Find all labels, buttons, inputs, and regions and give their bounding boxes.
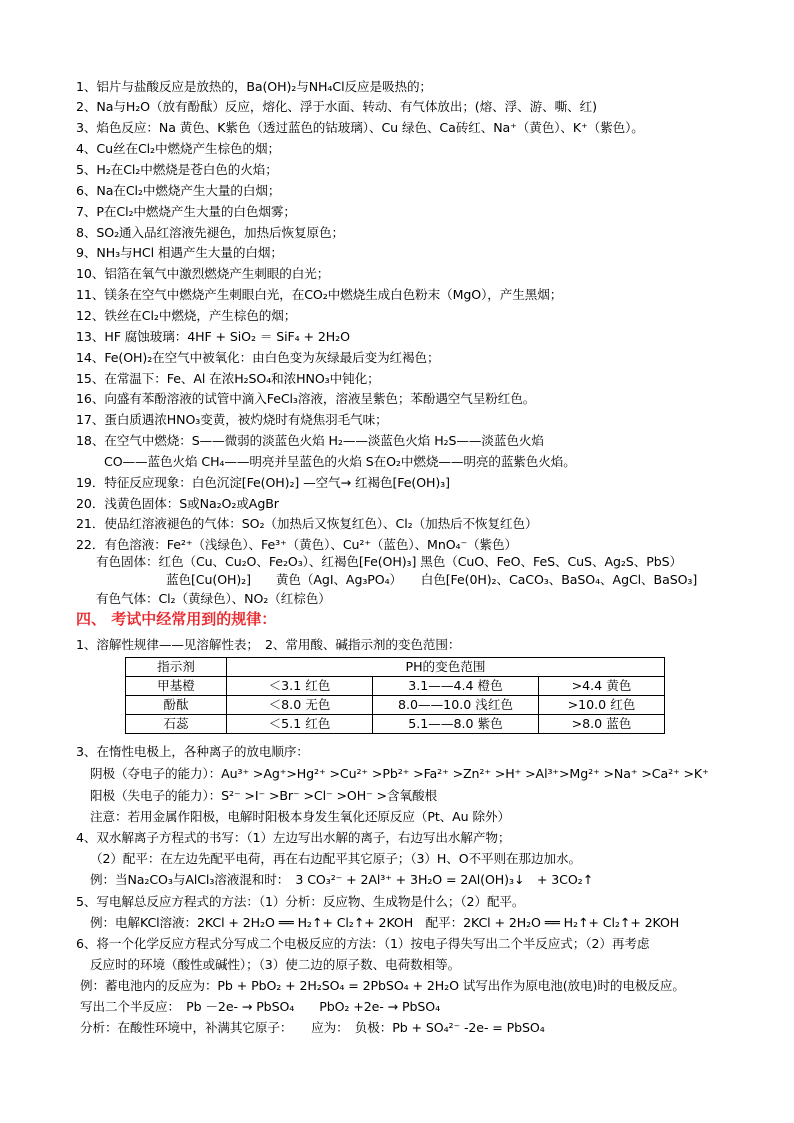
table-cell: ＜8.0 无色 [227,696,373,715]
text-line: 例：蓄电池内的反应为：Pb + PbO₂ + 2H₂SO₄ = 2PbSO₄ + 2H₂O 试写出作为原电池(放电)时的电极反应。 [80,978,685,993]
table-cell: ＜5.1 红色 [227,715,373,734]
text-line: 注意：若用金属作阳极，电解时阳极本身发生氧化还原反应（Pt、Au 除外） [90,809,510,824]
text-line: 蓝色[Cu(OH)₂] 黄色（AgI、Ag₃PO₄） 白色[Fe(0H)₂、CaCO₃、BaSO₄、AgCl、BaSO₃] [166,572,698,587]
text-line: 18、在空气中燃烧：S——微弱的淡蓝色火焰 H₂——淡蓝色火焰 H₂S——淡蓝色火焰 [76,433,544,448]
table-header-cell: 指示剂 [126,658,227,677]
text-line: 阴极（夺电子的能力）：Au³⁺ >Ag⁺>Hg²⁺ >Cu²⁺ >Pb²⁺ >Fa²⁺ >Zn²⁺ >H⁺ >Al³⁺>Mg²⁺ >Na⁺ >Ca²⁺ >K⁺ [90,766,709,781]
text-line: 14、Fe(OH)₂在空气中被氧化：由白色变为灰绿最后变为红褐色； [76,350,440,365]
table-cell: >10.0 红色 [539,696,665,715]
text-line: 例：当Na₂CO₃与AlCl₃溶液混和时： 3 CO₃²⁻ + 2Al³⁺ + 3H₂O = 2Al(OH)₃↓ + 3CO₂↑ [90,872,594,887]
table-row [126,677,665,696]
text-line: 10、铝箔在氧气中激烈燃烧产生刺眼的白光； [76,266,330,281]
text-line: 9、NH₃与HCl 相遇产生大量的白烟； [76,245,283,260]
text-line: 17、蛋白质遇浓HNO₃变黄，被灼烧时有烧焦羽毛气味； [76,412,388,427]
text-line: 反应时的环境（酸性或碱性）；（3）使二边的原子数、电荷数相等。 [90,957,461,972]
table-cell: 8.0——10.0 浅红色 [373,696,539,715]
text-line: 4、双水解离子方程式的书写：（1）左边写出水解的离子，右边写出水解产物； [76,830,511,845]
text-line: 19．特征反应现象：白色沉淀[Fe(OH)₂] —空气→ 红褐色[Fe(OH)₃] [76,475,450,490]
table-cell: >4.4 黄色 [539,677,665,696]
text-line: 7、P在Cl₂中燃烧产生大量的白色烟雾； [76,204,296,219]
text-line: 有色气体：Cl₂（黄绿色）、NO₂（红棕色） [96,591,331,606]
text-line: 写出二个半反应： Pb －2e- → PbSO₄ PbO₂ +2e- → PbSO₄ [80,999,441,1014]
table-cell: 3.1——4.4 橙色 [373,677,539,696]
text-line: 13、HF 腐蚀玻璃：4HF + SiO₂ ＝ SiF₄ + 2H₂O [76,329,350,344]
text-line: 4、Cu丝在Cl₂中燃烧产生棕色的烟； [76,141,280,156]
text-line: 有色固体：红色（Cu、Cu₂O、Fe₂O₃）、红褐色[Fe(OH)₃] 黑色（CuO、FeO、FeS、CuS、Ag₂S、PbS） [96,554,682,569]
table-header-row [126,658,665,677]
text-line: 1、铝片与盐酸反应是放热的，Ba(OH)₂与NH₄Cl反应是吸热的； [76,79,432,94]
table-row [126,696,665,715]
table-cell: 甲基橙 [126,677,227,696]
section-heading: 四、 考试中经常用到的规律： [76,610,277,628]
table-header-cell: PH的变色范围 [227,658,665,677]
table-cell: 酚酞 [126,696,227,715]
text-line: 22．有色溶液：Fe²⁺（浅绿色）、Fe³⁺（黄色）、Cu²⁺（蓝色）、MnO₄⁻（紫色） [76,537,517,552]
text-line: 12、铁丝在Cl₂中燃烧，产生棕色的烟； [76,308,297,323]
table-cell: ＜3.1 红色 [227,677,373,696]
text-line: 6、将一个化学反应方程式分写成二个电极反应的方法：（1）按电子得失写出二个半反应式；（2）再考虑 [76,936,650,951]
text-line: 5、写电解总反应方程式的方法：（1）分析：反应物、生成物是什么；（2）配平。 [76,894,525,909]
text-line: 3、焰色反应：Na 黄色、K紫色（透过蓝色的钴玻璃）、Cu 绿色、Ca砖红、Na⁺（黄色）、K⁺（紫色）。 [76,120,644,135]
text-line: 6、Na在Cl₂中燃烧产生大量的白烟； [76,183,281,198]
text-line: 分析：在酸性环境中，补满其它原子： 应为： 负极：Pb + SO₄²⁻ -2e- = PbSO₄ [80,1020,545,1035]
text-line: 5、H₂在Cl₂中燃烧是苍白色的火焰； [76,162,278,177]
text-line: （2）配平：在左边先配平电荷，再在右边配平其它原子；（3）H、O不平则在那边加水。 [90,851,581,866]
text-line: 11、镁条在空气中燃烧产生刺眼白光，在CO₂中燃烧生成白色粉末（MgO），产生黑烟； [76,287,563,302]
text-line: 15、在常温下：Fe、Al 在浓H₂SO₄和浓HNO₃中钝化； [76,371,380,386]
text-line: 16、向盛有苯酚溶液的试管中滴入FeCl₃溶液，溶液呈紫色；苯酚遇空气呈粉红色。 [76,391,536,406]
table-cell: 石蕊 [126,715,227,734]
text-line: 例：电解KCl溶液：2KCl + 2H₂O ══ H₂↑+ Cl₂↑+ 2KOH 配平：2KCl + 2H₂O ══ H₂↑+ Cl₂↑+ 2KOH [90,915,680,930]
table-row [126,715,665,734]
table-cell: 5.1——8.0 紫色 [373,715,539,734]
indicator-table [125,657,665,734]
table-cell: >8.0 蓝色 [539,715,665,734]
text-line: 20．浅黄色固体：S或Na₂O₂或AgBr [76,496,279,511]
text-line: 8、SO₂通入品红溶液先褪色，加热后恢复原色； [76,225,344,240]
text-line: 3、在惰性电极上，各种离子的放电顺序： [76,744,309,759]
text-line: 阳极（失电子的能力）：S²⁻ >I⁻ >Br⁻ >Cl⁻ >OH⁻ >含氧酸根 [90,788,437,803]
text-line: CO——蓝色火焰 CH₄——明亮并呈蓝色的火焰 S在O₂中燃烧——明亮的蓝紫色火焰。 [104,454,576,469]
text-line: 2、Na与H₂O（放有酚酞）反应，熔化、浮于水面、转动、有气体放出；(熔、浮、游、嘶、红) [76,99,597,114]
text-line: 21．使品红溶液褪色的气体：SO₂（加热后又恢复红色）、Cl₂（加热后不恢复红色） [76,516,538,531]
text-line: 1、溶解性规律——见溶解性表； 2、常用酸、碱指示剂的变色范围： [76,637,461,652]
